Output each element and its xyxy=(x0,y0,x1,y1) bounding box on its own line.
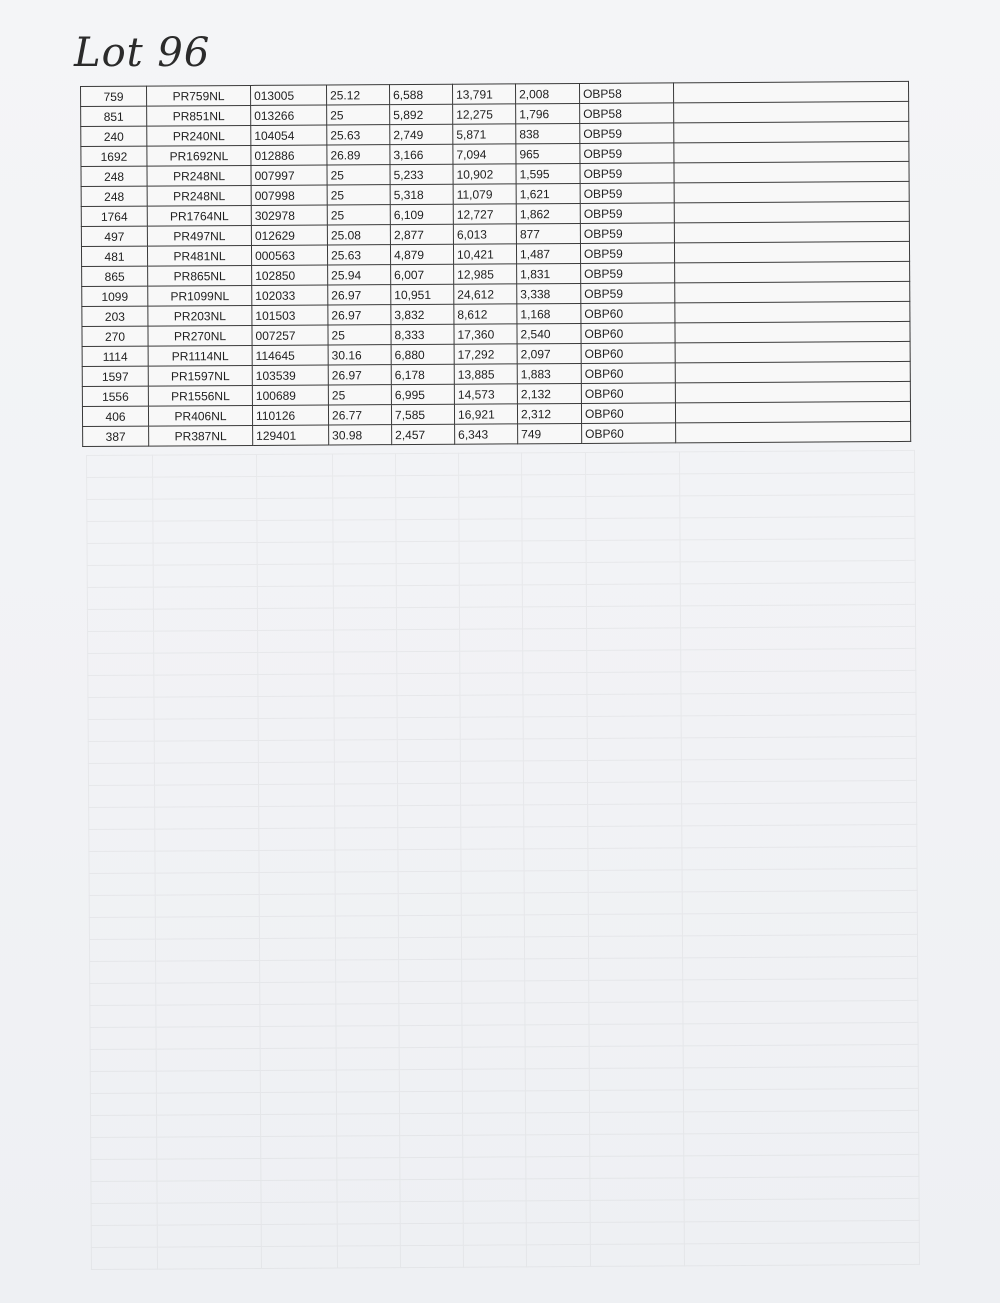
cell-value-a: 2,749 xyxy=(390,124,453,144)
cell-obp-code: OBP59 xyxy=(580,223,674,244)
cell-value-c: 1,168 xyxy=(517,303,581,323)
cell-row-number: 1556 xyxy=(82,386,148,406)
handwritten-lot-label: Lot 96 xyxy=(74,30,211,76)
cell-blank xyxy=(675,381,910,402)
cell-pr-code: PR248NL xyxy=(147,165,251,186)
cell-value-b: 16,921 xyxy=(454,404,517,424)
cell-blank xyxy=(675,361,910,382)
cell-value-a: 10,951 xyxy=(391,284,454,304)
cell-value-a: 4,879 xyxy=(390,244,453,264)
cell-row-number: 406 xyxy=(82,406,148,426)
cell-row-number: 1099 xyxy=(82,286,148,306)
cell-value-c: 1,621 xyxy=(516,183,580,203)
cell-row-number: 481 xyxy=(81,246,147,266)
cell-row-number: 387 xyxy=(83,426,149,446)
cell-rate: 25.94 xyxy=(328,265,391,285)
cell-pr-code: PR497NL xyxy=(147,225,251,246)
cell-rate: 25.63 xyxy=(327,125,390,145)
cell-row-number: 759 xyxy=(81,86,147,106)
ghost-table xyxy=(86,450,920,1270)
cell-obp-code: OBP58 xyxy=(579,83,673,104)
cell-row-number: 1764 xyxy=(81,206,147,226)
cell-value-c: 2,097 xyxy=(517,343,581,363)
cell-rate: 25.12 xyxy=(326,85,389,105)
cell-blank xyxy=(675,401,910,422)
cell-value-b: 13,885 xyxy=(454,364,517,384)
cell-rate: 25.63 xyxy=(327,245,390,265)
cell-rate: 25.08 xyxy=(327,225,390,245)
cell-value-a: 6,880 xyxy=(391,344,454,364)
cell-pr-code: PR203NL xyxy=(148,305,252,326)
cell-pr-code: PR759NL xyxy=(147,85,251,106)
cell-row-number: 1597 xyxy=(82,366,148,386)
cell-pr-code: PR481NL xyxy=(147,245,251,266)
data-table-wrapper xyxy=(80,81,911,447)
cell-value-b: 17,292 xyxy=(454,344,517,364)
cell-value-c: 1,883 xyxy=(517,363,581,383)
cell-obp-code: OBP59 xyxy=(580,143,674,164)
cell-row-number: 248 xyxy=(81,186,147,206)
cell-row-number: 203 xyxy=(82,306,148,326)
cell-value-b: 7,094 xyxy=(453,144,516,164)
cell-value-c: 877 xyxy=(516,223,580,243)
cell-value-a: 5,318 xyxy=(390,184,453,204)
cell-value-b: 5,871 xyxy=(453,124,516,144)
cell-value-b: 17,360 xyxy=(454,324,517,344)
lot-table-body xyxy=(81,81,911,446)
cell-serial: 101503 xyxy=(252,305,328,325)
cell-serial: 104054 xyxy=(251,125,327,145)
cell-obp-code: OBP60 xyxy=(581,363,675,384)
cell-value-a: 6,109 xyxy=(390,204,453,224)
cell-blank xyxy=(675,301,910,322)
cell-serial: 129401 xyxy=(253,425,329,445)
cell-value-c: 965 xyxy=(516,143,580,163)
cell-row-number: 240 xyxy=(81,126,147,146)
cell-value-a: 6,007 xyxy=(391,264,454,284)
cell-obp-code: OBP60 xyxy=(581,343,675,364)
cell-rate: 25 xyxy=(327,185,390,205)
cell-blank xyxy=(673,81,908,102)
cell-value-a: 5,892 xyxy=(390,104,453,124)
cell-rate: 25 xyxy=(328,385,391,405)
cell-rate: 26.89 xyxy=(327,145,390,165)
cell-value-a: 6,588 xyxy=(389,84,452,104)
cell-obp-code: OBP59 xyxy=(580,183,674,204)
cell-value-a: 2,457 xyxy=(392,424,455,444)
cell-row-number: 497 xyxy=(81,226,147,246)
cell-value-b: 10,421 xyxy=(453,244,516,264)
cell-row-number: 248 xyxy=(81,166,147,186)
cell-rate: 30.98 xyxy=(329,425,392,445)
table-row xyxy=(83,421,911,446)
cell-value-a: 5,233 xyxy=(390,164,453,184)
cell-rate: 25 xyxy=(328,325,391,345)
cell-value-b: 12,985 xyxy=(454,264,517,284)
cell-obp-code: OBP59 xyxy=(580,243,674,264)
cell-value-b: 12,275 xyxy=(453,104,516,124)
cell-pr-code: PR248NL xyxy=(147,185,251,206)
cell-blank xyxy=(674,161,909,182)
cell-value-a: 8,333 xyxy=(391,324,454,344)
cell-serial: 007257 xyxy=(252,325,328,345)
cell-obp-code: OBP59 xyxy=(580,203,674,224)
cell-serial: 102033 xyxy=(252,285,328,305)
cell-blank xyxy=(674,141,909,162)
cell-row-number: 865 xyxy=(82,266,148,286)
cell-serial: 103539 xyxy=(252,365,328,385)
cell-obp-code: OBP58 xyxy=(580,103,674,124)
cell-blank xyxy=(676,421,911,442)
cell-value-c: 838 xyxy=(516,123,580,143)
cell-serial: 114645 xyxy=(252,345,328,365)
cell-serial: 012886 xyxy=(251,145,327,165)
cell-pr-code: PR387NL xyxy=(149,425,253,446)
cell-value-c: 2,540 xyxy=(517,323,581,343)
cell-pr-code: PR851NL xyxy=(147,105,251,126)
cell-pr-code: PR1114NL xyxy=(148,345,252,366)
cell-blank xyxy=(674,181,909,202)
cell-pr-code: PR1556NL xyxy=(148,385,252,406)
cell-value-c: 2,008 xyxy=(515,83,579,103)
cell-rate: 26.77 xyxy=(328,405,391,425)
cell-serial: 012629 xyxy=(251,225,327,245)
cell-value-c: 1,487 xyxy=(516,243,580,263)
cell-obp-code: OBP60 xyxy=(582,423,676,444)
cell-blank xyxy=(675,261,910,282)
cell-rate: 30.16 xyxy=(328,345,391,365)
cell-value-b: 24,612 xyxy=(454,284,517,304)
cell-rate: 25 xyxy=(327,205,390,225)
cell-value-b: 13,791 xyxy=(452,84,515,104)
cell-value-c: 1,796 xyxy=(516,103,580,123)
cell-serial: 007997 xyxy=(251,165,327,185)
cell-obp-code: OBP60 xyxy=(581,403,675,424)
cell-value-a: 6,178 xyxy=(391,364,454,384)
cell-rate: 26.97 xyxy=(328,365,391,385)
cell-serial: 013266 xyxy=(251,105,327,125)
cell-value-b: 12,727 xyxy=(453,204,516,224)
cell-pr-code: PR1099NL xyxy=(148,285,252,306)
cell-value-c: 3,338 xyxy=(517,283,581,303)
cell-value-b: 10,902 xyxy=(453,164,516,184)
cell-pr-code: PR240NL xyxy=(147,125,251,146)
cell-value-c: 2,312 xyxy=(517,403,581,423)
cell-serial: 100689 xyxy=(252,385,328,405)
cell-row-number: 1114 xyxy=(82,346,148,366)
cell-value-b: 6,343 xyxy=(455,424,518,444)
cell-obp-code: OBP59 xyxy=(581,263,675,284)
cell-value-b: 11,079 xyxy=(453,184,516,204)
cell-value-c: 1,862 xyxy=(516,203,580,223)
cell-value-a: 2,877 xyxy=(390,224,453,244)
cell-blank xyxy=(675,321,910,342)
lot-table xyxy=(80,81,911,447)
cell-blank xyxy=(675,281,910,302)
cell-row-number: 851 xyxy=(81,106,147,126)
cell-serial: 007998 xyxy=(251,185,327,205)
cell-obp-code: OBP59 xyxy=(580,163,674,184)
cell-blank xyxy=(674,201,909,222)
cell-value-c: 2,132 xyxy=(517,383,581,403)
reverse-side-ghost xyxy=(86,450,920,1270)
cell-value-b: 6,013 xyxy=(453,224,516,244)
cell-pr-code: PR406NL xyxy=(148,405,252,426)
cell-serial: 302978 xyxy=(251,205,327,225)
cell-obp-code: OBP59 xyxy=(580,123,674,144)
cell-value-b: 8,612 xyxy=(454,304,517,324)
cell-row-number: 270 xyxy=(82,326,148,346)
cell-blank xyxy=(674,241,909,262)
cell-serial: 013005 xyxy=(250,85,326,105)
cell-obp-code: OBP59 xyxy=(581,283,675,304)
cell-value-a: 7,585 xyxy=(391,404,454,424)
cell-blank xyxy=(674,101,909,122)
cell-obp-code: OBP60 xyxy=(581,303,675,324)
cell-rate: 25 xyxy=(327,105,390,125)
cell-pr-code: PR1692NL xyxy=(147,145,251,166)
cell-rate: 25 xyxy=(327,165,390,185)
cell-pr-code: PR270NL xyxy=(148,325,252,346)
cell-rate: 26.97 xyxy=(328,305,391,325)
cell-pr-code: PR865NL xyxy=(148,265,252,286)
cell-value-a: 3,832 xyxy=(391,304,454,324)
cell-blank xyxy=(674,221,909,242)
cell-blank xyxy=(674,121,909,142)
cell-value-a: 6,995 xyxy=(391,384,454,404)
cell-pr-code: PR1764NL xyxy=(147,205,251,226)
cell-value-a: 3,166 xyxy=(390,144,453,164)
cell-value-c: 1,831 xyxy=(517,263,581,283)
cell-rate: 26.97 xyxy=(328,285,391,305)
cell-value-c: 749 xyxy=(518,423,582,443)
cell-value-c: 1,595 xyxy=(516,163,580,183)
cell-value-b: 14,573 xyxy=(454,384,517,404)
cell-obp-code: OBP60 xyxy=(581,323,675,344)
cell-serial: 102850 xyxy=(252,265,328,285)
cell-obp-code: OBP60 xyxy=(581,383,675,404)
cell-serial: 110126 xyxy=(252,405,328,425)
cell-row-number: 1692 xyxy=(81,146,147,166)
cell-pr-code: PR1597NL xyxy=(148,365,252,386)
cell-blank xyxy=(675,341,910,362)
cell-serial: 000563 xyxy=(251,245,327,265)
